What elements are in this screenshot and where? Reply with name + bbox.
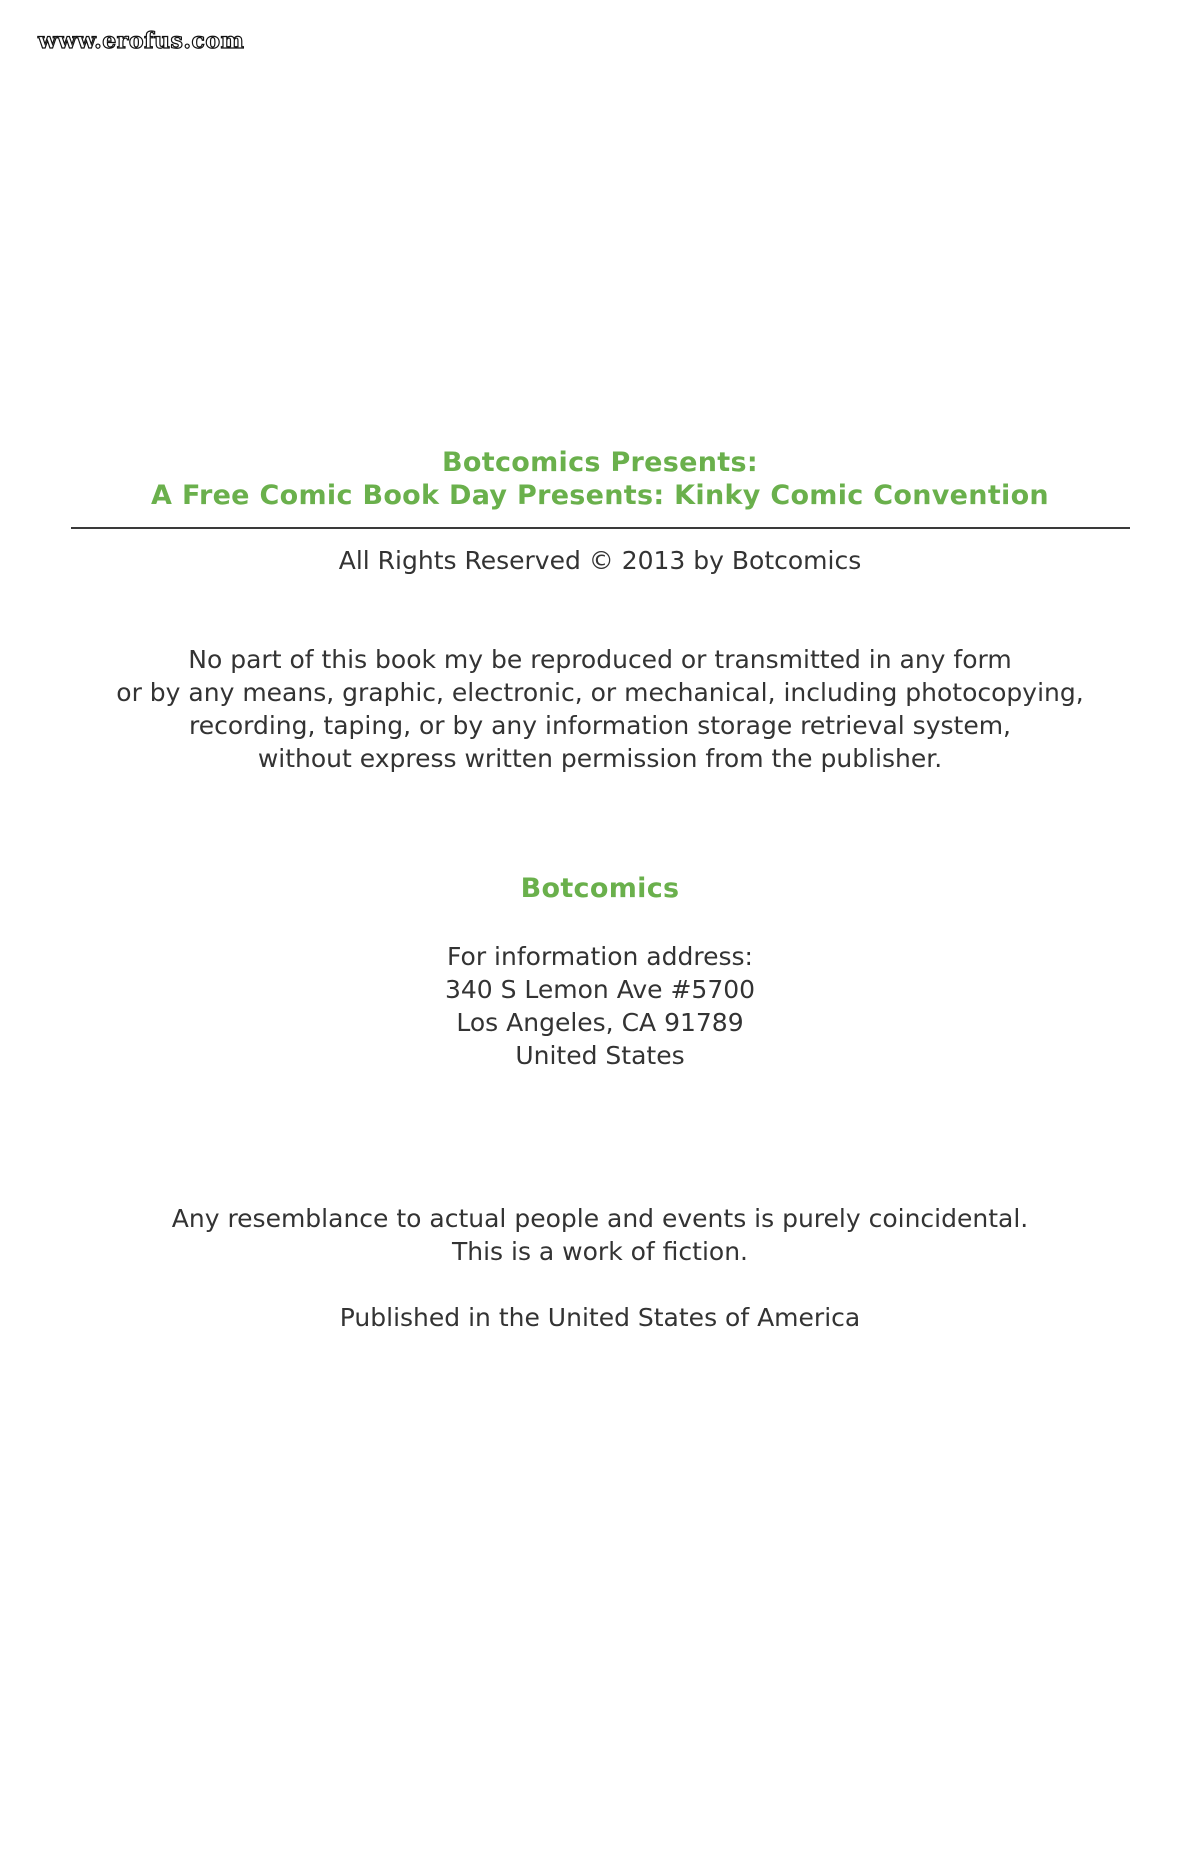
published-in-line: Published in the United States of America — [339, 1303, 861, 1332]
title-line-1: Botcomics Presents: — [442, 447, 758, 478]
disclaimer-line: Any resemblance to actual people and events is purely coincidental. — [171, 1204, 1029, 1233]
address-line: Los Angeles, CA 91789 — [456, 1008, 744, 1037]
notice-line: recording, taping, or by any information storage retrieval system, — [189, 711, 1011, 740]
notice-line: No part of this book my be reproduced or transmitted in any form — [188, 645, 1012, 674]
watermark-text: www.erofus.com — [38, 28, 245, 54]
publisher-address — [0, 940, 1200, 1072]
notice-line: without express written permission from the publisher. — [257, 744, 943, 773]
address-line: United States — [515, 1041, 685, 1070]
publisher-name: Botcomics — [520, 873, 680, 904]
address-line: For information address: — [447, 942, 753, 971]
title-divider — [71, 527, 1130, 529]
rights-notice — [0, 643, 1200, 775]
notice-line: or by any means, graphic, electronic, or mechanical, including photocopying, — [116, 678, 1084, 707]
copyright-line: All Rights Reserved © 2013 by Botcomics — [338, 546, 862, 575]
disclaimer-line: This is a work of fiction. — [451, 1237, 749, 1266]
title-line-2: A Free Comic Book Day Presents: Kinky Comic Convention — [151, 480, 1049, 511]
address-line: 340 S Lemon Ave #5700 — [444, 975, 756, 1004]
fiction-disclaimer — [0, 1202, 1200, 1268]
book-title — [0, 446, 1200, 512]
